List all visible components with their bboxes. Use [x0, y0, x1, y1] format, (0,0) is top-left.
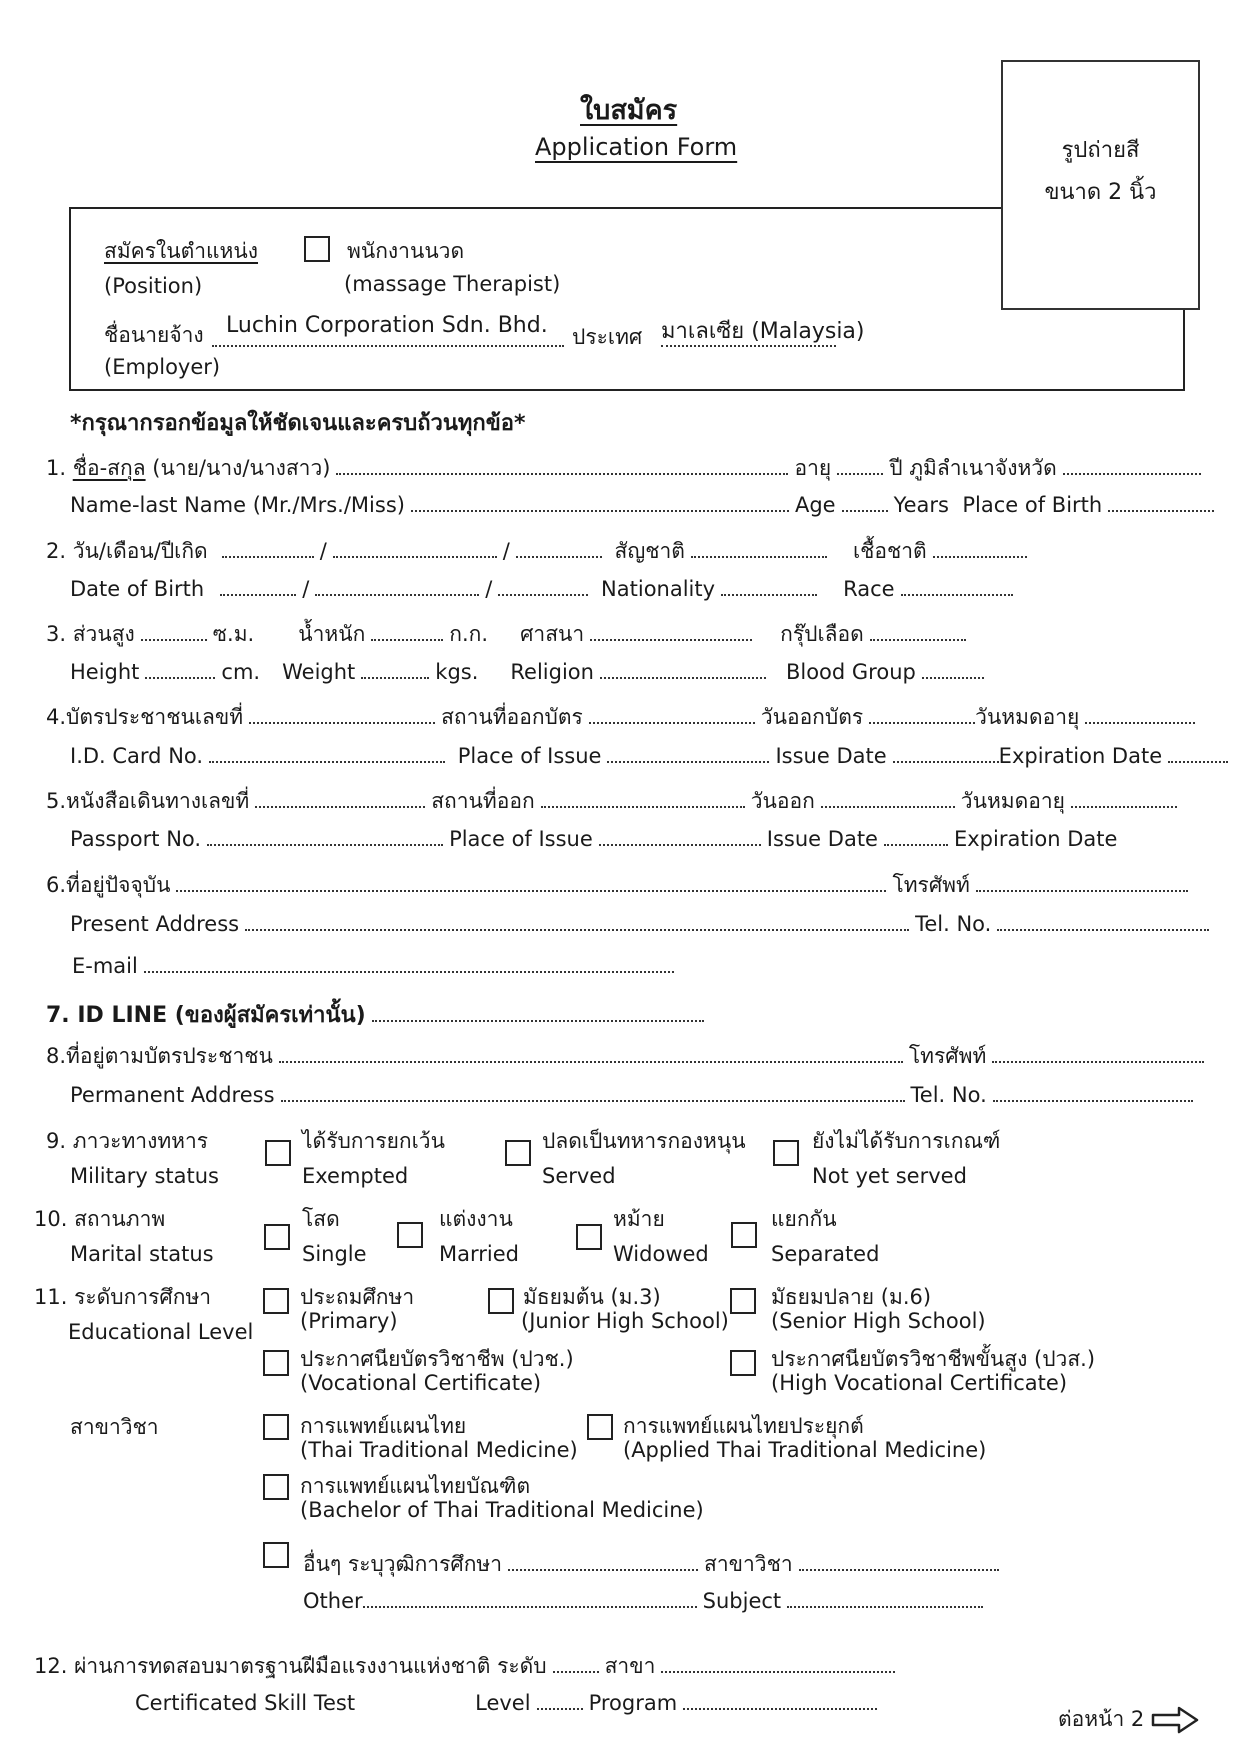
photo-box[interactable]	[1001, 60, 1200, 310]
race-field-english[interactable]	[901, 576, 1013, 596]
subject-ttm-checkbox[interactable]	[263, 1414, 289, 1440]
edu-junior-english: (Junior High School)	[521, 1309, 729, 1333]
item-2-thai-row	[46, 535, 1033, 568]
kg-unit-english: kgs.	[435, 660, 479, 684]
item-5-thai-row	[46, 785, 1183, 818]
employer-field[interactable]	[212, 313, 564, 347]
kg-unit-thai: ก.ก.	[449, 622, 489, 646]
education-label-english: Educational Level	[68, 1320, 254, 1344]
id-exp-field-english[interactable]	[1168, 743, 1228, 763]
nationality-field-english[interactable]	[721, 576, 817, 596]
name-label-thai: ชื่อ-สกุล	[72, 456, 146, 480]
item-12-english-row	[135, 1690, 883, 1715]
subject-bachelor-ttm-thai: การแพทย์แผนไทยบัณฑิต	[300, 1474, 531, 1498]
marital-separated-checkbox[interactable]	[731, 1222, 757, 1248]
pp-place-field-english[interactable]	[599, 826, 761, 846]
id-issue-field-english[interactable]	[893, 743, 999, 763]
marital-married-checkbox[interactable]	[397, 1222, 423, 1248]
passport-field-thai[interactable]	[255, 788, 425, 808]
edu-vocational-checkbox[interactable]	[263, 1350, 289, 1376]
race-label-english: Race	[843, 577, 895, 601]
age-field-thai[interactable]	[837, 455, 883, 475]
item-4-thai-row	[46, 701, 1201, 734]
email-row	[72, 953, 680, 978]
marital-widowed-english: Widowed	[613, 1242, 709, 1266]
present-address-label-english: Present Address	[70, 912, 240, 936]
tel-label-english: Tel. No.	[910, 1083, 987, 1107]
blood-label-thai: กรุ๊ปเลือด	[780, 622, 864, 646]
age-label-thai: อายุ	[794, 456, 832, 480]
other-education-label-english: Other	[303, 1589, 363, 1613]
item-8-thai-row	[46, 1040, 1210, 1073]
present-address-label-thai: ที่อยู่ปัจจุบัน	[66, 873, 171, 897]
birthplace-label-thai: ภูมิลำเนาจังหวัด	[909, 456, 1057, 480]
marital-label-english: Marital status	[70, 1242, 214, 1266]
item-number: 11.	[34, 1285, 68, 1309]
dob-day-field[interactable]	[222, 538, 314, 558]
other-subject-label-english: Subject	[702, 1589, 782, 1613]
skill-branch-field-thai[interactable]	[661, 1653, 895, 1673]
id-exp-label-english: Expiration Date	[998, 744, 1163, 768]
item-number: 8.	[46, 1044, 67, 1068]
military-not-served-checkbox[interactable]	[773, 1140, 799, 1166]
position-label-english: (Position)	[104, 274, 203, 298]
nationality-label-thai: สัญชาติ	[614, 539, 685, 563]
permanent-address-field-thai[interactable]	[279, 1043, 903, 1063]
tel-label-thai: โทรศัพท์	[908, 1044, 987, 1068]
military-served-checkbox[interactable]	[505, 1140, 531, 1166]
item-number: 4.	[46, 705, 67, 729]
item-8-english-row	[70, 1082, 1199, 1107]
edu-high-vocational-english: (High Vocational Certificate)	[771, 1371, 1068, 1395]
country-field[interactable]	[661, 313, 865, 347]
id-issue-label-english: Issue Date	[775, 744, 887, 768]
subject-ttm-english: (Thai Traditional Medicine)	[300, 1438, 578, 1462]
marital-married-thai: แต่งงาน	[439, 1207, 513, 1231]
other-subject-field-english[interactable]	[787, 1588, 983, 1608]
military-exempted-thai: ได้รับการยกเว้น	[302, 1129, 445, 1153]
dob-label-thai: วัน/เดือน/ปีเกิด	[72, 539, 208, 563]
height-label-thai: ส่วนสูง	[72, 622, 135, 646]
skill-level-field-english[interactable]	[537, 1690, 583, 1710]
pp-exp-label-english: Expiration Date	[953, 827, 1118, 851]
employer-label-thai: ชื่อนายจ้าง	[104, 323, 204, 347]
item-number: 7.	[46, 1003, 70, 1028]
nationality-label-english: Nationality	[601, 577, 716, 601]
item-1-thai-row	[46, 452, 1207, 485]
edu-vocational-thai: ประกาศนียบัตรวิชาชีพ (ปวช.)	[300, 1347, 574, 1371]
weight-field-english[interactable]	[361, 659, 429, 679]
slash: /	[502, 539, 510, 563]
slash: /	[319, 539, 327, 563]
birthplace-field-thai[interactable]	[1063, 455, 1201, 475]
military-label-english: Military status	[70, 1164, 219, 1188]
item-1-english-row	[70, 492, 1220, 517]
edu-senior-thai: มัธยมปลาย (ม.6)	[771, 1285, 932, 1309]
form-title-thai: ใบสมัคร	[580, 95, 678, 126]
tel-field-thai[interactable]	[976, 872, 1188, 892]
other-subject-label-thai: สาขาวิชา	[704, 1552, 793, 1576]
passport-label-english: Passport No.	[70, 827, 202, 851]
military-exempted-english: Exempted	[302, 1164, 409, 1188]
military-not-served-english: Not yet served	[812, 1164, 967, 1188]
religion-label-english: Religion	[510, 660, 594, 684]
subject-bachelor-ttm-checkbox[interactable]	[263, 1474, 289, 1500]
id-issue-field-thai[interactable]	[869, 704, 975, 724]
form-title-english: Application Form	[535, 133, 738, 161]
arrow-right-icon	[1151, 1706, 1199, 1734]
religion-label-thai: ศาสนา	[520, 622, 585, 646]
item-number: 5.	[46, 789, 67, 813]
subject-applied-ttm-english: (Applied Thai Traditional Medicine)	[623, 1438, 987, 1462]
tel-field-thai[interactable]	[992, 1043, 1204, 1063]
id-exp-field-thai[interactable]	[1085, 704, 1195, 724]
employer-value: Luchin Corporation Sdn. Bhd.	[226, 313, 548, 338]
age-field-english[interactable]	[842, 492, 888, 512]
passport-field-english[interactable]	[207, 826, 443, 846]
dob-month-field[interactable]	[333, 538, 497, 558]
marital-single-english: Single	[302, 1242, 367, 1266]
item-2-english-row	[70, 576, 1019, 601]
weight-field-thai[interactable]	[371, 621, 443, 641]
pp-place-field-thai[interactable]	[541, 788, 745, 808]
massage-therapist-checkbox[interactable]	[304, 236, 330, 262]
passport-label-thai: หนังสือเดินทางเลขที่	[66, 789, 250, 813]
edu-high-vocational-thai: ประกาศนียบัตรวิชาชีพขั้นสูง (ปวส.)	[771, 1347, 1096, 1371]
education-label-text: ระดับการศึกษา	[74, 1285, 212, 1309]
weight-label-thai: น้ำหนัก	[298, 622, 366, 646]
skill-test-label-english: Certificated Skill Test	[135, 1691, 356, 1715]
present-address-field-thai[interactable]	[176, 872, 886, 892]
permanent-address-label-english: Permanent Address	[70, 1083, 275, 1107]
military-label-thai	[46, 1125, 208, 1158]
nationality-field-thai[interactable]	[691, 538, 827, 558]
marital-widowed-thai: หม้าย	[613, 1207, 665, 1231]
marital-widowed-checkbox[interactable]	[576, 1224, 602, 1250]
other-education-thai-row	[303, 1548, 1005, 1581]
other-subject-field-thai[interactable]	[799, 1551, 999, 1571]
tel-field-english[interactable]	[993, 1082, 1193, 1102]
pp-issue-field-english[interactable]	[884, 826, 948, 846]
item-number: 9.	[46, 1129, 67, 1153]
cm-unit-english: cm.	[221, 660, 261, 684]
marital-label-thai	[34, 1203, 165, 1236]
pp-place-label-english: Place of Issue	[449, 827, 593, 851]
dob-day-field-en[interactable]	[220, 576, 296, 596]
edu-vocational-english: (Vocational Certificate)	[300, 1371, 542, 1395]
id-field-english[interactable]	[209, 743, 445, 763]
item-6-thai-row	[46, 869, 1194, 902]
military-served-thai: ปลดเป็นทหารกองหนุน	[542, 1129, 746, 1153]
item-number: 3.	[46, 622, 67, 646]
next-page-indicator	[1058, 1703, 1199, 1736]
title-label-thai: (นาย/นาง/นางสาว)	[152, 456, 331, 480]
edu-senior-english: (Senior High School)	[771, 1309, 986, 1333]
slash: /	[302, 577, 310, 601]
id-exp-label-thai: วันหมดอายุ	[975, 705, 1080, 729]
race-label-thai: เชื้อชาติ	[852, 539, 927, 563]
slash: /	[485, 577, 493, 601]
dob-year-field[interactable]	[516, 538, 602, 558]
marital-label-text: สถานภาพ	[74, 1207, 166, 1231]
id-issue-label-thai: วันออกบัตร	[760, 705, 864, 729]
weight-label-english: Weight	[282, 660, 356, 684]
email-field[interactable]	[144, 953, 674, 973]
race-field-thai[interactable]	[933, 538, 1027, 558]
position-label-thai: สมัครในตำแหน่ง	[104, 239, 259, 263]
item-3-thai-row	[46, 618, 972, 651]
id-line-label: ID LINE (ของผู้สมัครเท่านั้น)	[77, 1003, 366, 1028]
employer-label-english: (Employer)	[104, 355, 221, 379]
id-place-label-english: Place of Issue	[457, 744, 602, 768]
military-label-text: ภาวะทางทหาร	[72, 1129, 209, 1153]
cm-unit-thai: ซ.ม.	[212, 622, 255, 646]
edu-primary-thai: ประถมศึกษา	[300, 1285, 415, 1309]
dob-month-field-en[interactable]	[315, 576, 479, 596]
edu-primary-english: (Primary)	[300, 1309, 398, 1333]
edu-primary-checkbox[interactable]	[263, 1288, 289, 1314]
item-number: 12.	[34, 1654, 68, 1678]
skill-program-field-english[interactable]	[683, 1690, 877, 1710]
tel-label-english: Tel. No.	[915, 912, 992, 936]
item-12-thai-row	[34, 1650, 901, 1683]
id-place-field-thai[interactable]	[589, 704, 755, 724]
fill-in-notice: *กรุณากรอกข้อมูลให้ชัดเจนและครบถ้วนทุกข้อ*	[70, 411, 526, 436]
skill-test-label-thai: ผ่านการทดสอบมาตรฐานฝีมือแรงงานแห่งชาติ ระดับ	[74, 1654, 547, 1678]
age-label-english: Age	[794, 493, 836, 517]
item-5-english-row	[70, 826, 1117, 851]
height-label-english: Height	[70, 660, 140, 684]
tel-field-english[interactable]	[997, 911, 1209, 931]
marital-separated-english: Separated	[771, 1242, 880, 1266]
name-field-thai[interactable]	[336, 455, 788, 475]
military-not-served-thai: ยังไม่ได้รับการเกณฑ์	[812, 1129, 1001, 1153]
skill-program-label-english: Program	[588, 1691, 678, 1715]
height-field-thai[interactable]	[141, 621, 207, 641]
item-4-english-row	[70, 743, 1234, 768]
pp-issue-field-thai[interactable]	[821, 788, 955, 808]
edu-junior-checkbox[interactable]	[488, 1288, 514, 1314]
next-page-label: ต่อหน้า 2	[1058, 1707, 1145, 1731]
item-number: 2.	[46, 539, 67, 563]
year-label-english: Years	[893, 493, 949, 517]
religion-field-english[interactable]	[600, 659, 766, 679]
other-education-english-row	[303, 1588, 989, 1613]
edu-junior-thai: มัธยมต้น (ม.3)	[523, 1285, 661, 1309]
permanent-address-field-english[interactable]	[281, 1082, 905, 1102]
id-field-thai[interactable]	[249, 704, 435, 724]
pp-issue-label-thai: วันออก	[750, 789, 815, 813]
subject-bachelor-ttm-english: (Bachelor of Thai Traditional Medicine)	[300, 1498, 704, 1522]
name-label-english: Name-last Name (Mr./Mrs./Miss)	[70, 493, 405, 517]
photo-label-line2: ขนาด 2 นิ้ว	[1044, 180, 1157, 205]
military-exempted-checkbox[interactable]	[265, 1140, 291, 1166]
item-number: 1.	[46, 456, 67, 480]
photo-label-line1: รูปถ่ายสี	[1061, 138, 1140, 163]
education-label-thai	[34, 1281, 211, 1314]
height-field-english[interactable]	[145, 659, 215, 679]
pp-exp-field-thai[interactable]	[1071, 788, 1177, 808]
position-option-english: (massage Therapist)	[344, 272, 561, 296]
skill-branch-label-thai: สาขา	[604, 1654, 656, 1678]
marital-married-english: Married	[439, 1242, 519, 1266]
tel-label-thai: โทรศัพท์	[892, 873, 970, 897]
id-place-label-thai: สถานที่ออกบัตร	[441, 705, 583, 729]
id-place-field-english[interactable]	[607, 743, 769, 763]
subject-label: สาขาวิชา	[70, 1415, 159, 1439]
other-education-checkbox[interactable]	[263, 1542, 289, 1568]
year-label-thai: ปี	[889, 456, 903, 480]
skill-level-label-english: Level	[475, 1691, 531, 1715]
position-option-thai: พนักงานนวด	[347, 239, 465, 263]
item-3-english-row	[70, 659, 990, 684]
marital-single-checkbox[interactable]	[264, 1224, 290, 1250]
blood-field-thai[interactable]	[870, 621, 966, 641]
pp-exp-label-thai: วันหมดอายุ	[960, 789, 1065, 813]
item-number: 6.	[46, 873, 67, 897]
subject-applied-ttm-thai: การแพทย์แผนไทยประยุกต์	[623, 1414, 864, 1438]
religion-field-thai[interactable]	[590, 621, 752, 641]
marital-separated-thai: แยกกัน	[771, 1207, 837, 1231]
subject-ttm-thai: การแพทย์แผนไทย	[300, 1414, 467, 1438]
pp-place-label-thai: สถานที่ออก	[431, 789, 535, 813]
pp-issue-label-english: Issue Date	[766, 827, 878, 851]
item-6-english-row	[70, 911, 1215, 936]
blood-field-english[interactable]	[922, 659, 984, 679]
birthplace-field-english[interactable]	[1108, 492, 1214, 512]
email-label: E-mail	[72, 954, 138, 978]
skill-level-field-thai[interactable]	[553, 1653, 599, 1673]
military-served-english: Served	[542, 1164, 616, 1188]
edu-high-vocational-checkbox[interactable]	[730, 1350, 756, 1376]
country-value: มาเลเซีย (Malaysia)	[661, 319, 865, 344]
blood-label-english: Blood Group	[785, 660, 916, 684]
permanent-address-label-thai: ที่อยู่ตามบัตรประชาชน	[66, 1044, 273, 1068]
present-address-field-english[interactable]	[245, 911, 909, 931]
id-line-field[interactable]	[372, 1002, 704, 1022]
item-number: 10.	[34, 1207, 68, 1231]
dob-label-english: Date of Birth	[70, 577, 205, 601]
id-label-thai: บัตรประชาชนเลขที่	[66, 705, 244, 729]
other-education-field-english[interactable]	[363, 1588, 697, 1608]
country-label: ประเทศ	[572, 325, 643, 349]
name-field-english[interactable]	[411, 492, 789, 512]
id-label-english: I.D. Card No.	[70, 744, 204, 768]
item-7-row	[46, 997, 710, 1032]
birthplace-label-english: Place of Birth	[962, 493, 1103, 517]
subject-applied-ttm-checkbox[interactable]	[587, 1414, 613, 1440]
dob-year-field-en[interactable]	[498, 576, 588, 596]
other-education-label-thai: อื่นๆ ระบุวุฒิการศึกษา	[303, 1552, 503, 1576]
other-education-field-thai[interactable]	[508, 1551, 698, 1571]
marital-single-thai: โสด	[302, 1207, 340, 1231]
edu-senior-checkbox[interactable]	[730, 1288, 756, 1314]
